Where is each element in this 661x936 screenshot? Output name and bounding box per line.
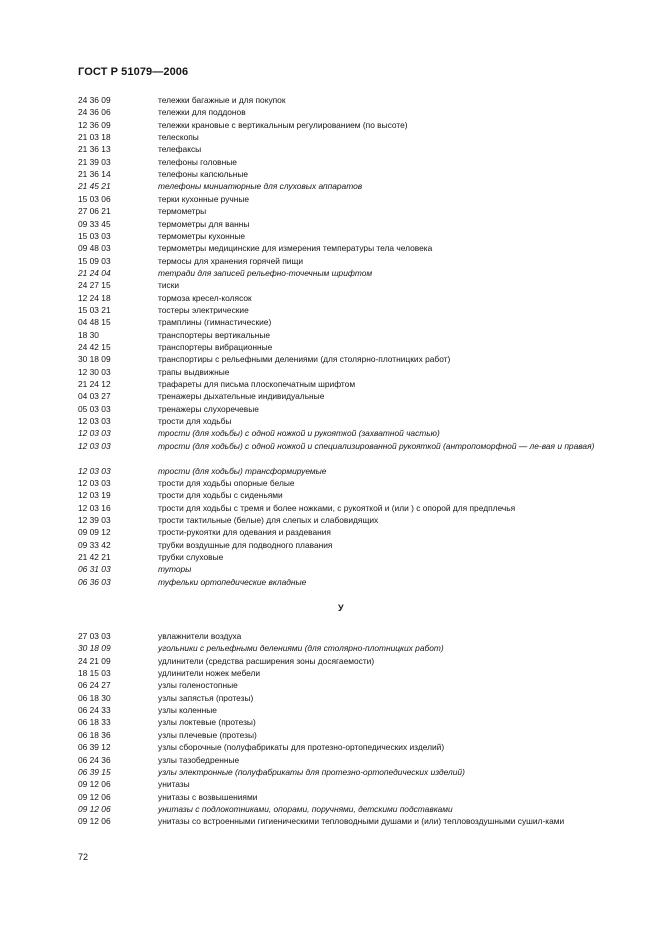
entry-description: узлы плечевые (протезы) — [158, 729, 257, 740]
entry-code: 18 15 03 — [78, 668, 111, 679]
entry-description: тренажеры дыхательные индивидуальные — [158, 391, 325, 402]
entry-code: 21 45 21 — [78, 181, 111, 192]
entry-code: 06 18 33 — [78, 717, 111, 728]
entry-description: туторы — [158, 564, 192, 575]
entry-code: 21 36 14 — [78, 169, 111, 180]
entry-code: 12 03 19 — [78, 490, 111, 501]
entry-code: 09 12 06 — [78, 779, 111, 790]
entry-code: 06 39 15 — [78, 766, 111, 777]
entry-description: термометры кухонные — [158, 230, 246, 241]
entry-description: удлинители (средства расширения зоны досягаемости) — [158, 655, 375, 666]
entry-code: 04 03 27 — [78, 391, 111, 402]
entry-description: трости для ходьбы с тремя и более ножками, с рукояткой и (или ) с опорой для предплечья — [158, 502, 516, 513]
entry-description: тележки для поддонов — [158, 107, 246, 118]
entry-code: 06 18 36 — [78, 729, 111, 740]
entry-description: транспортиры с рельефными делениями (для столярно-плотницких работ) — [158, 354, 451, 365]
entry-code: 24 36 09 — [78, 95, 111, 105]
entry-code: 12 24 18 — [78, 292, 111, 303]
entry-code: 24 42 15 — [78, 342, 111, 352]
entry-description: телефоны миниатюрные для слуховых аппаратов — [158, 181, 363, 192]
entry-description: телескопы — [158, 132, 199, 143]
entry-description: унитазы — [158, 779, 190, 790]
entry-description: тетради для записей рельефно-точечным шрифтом — [158, 267, 373, 278]
entry-code: 15 03 06 — [78, 193, 111, 204]
entry-description: унитазы с подлокотниками, опорами, поручнями, детскими подставками — [158, 803, 453, 814]
entry-code: 06 24 33 — [78, 705, 111, 716]
entry-code: 21 36 13 — [78, 144, 111, 155]
entry-code: 27 03 03 — [78, 631, 111, 641]
entry-description: трамплины (гимнастические) — [158, 317, 272, 328]
entry-code: 15 03 03 — [78, 230, 111, 241]
entry-description: узлы голеностопные — [158, 680, 238, 691]
entry-code: 21 42 21 — [78, 551, 111, 562]
entry-code: 06 36 03 — [78, 576, 111, 587]
entry-description: транспортеры вибрационные — [158, 342, 273, 352]
entry-code: 24 27 15 — [78, 280, 111, 291]
entry-description: трости тактильные (белые) для слепых и слабовидящих — [158, 514, 379, 525]
entry-code: 06 24 27 — [78, 680, 111, 691]
entry-code: 09 48 03 — [78, 243, 111, 254]
entry-description: терки кухонные ручные — [158, 193, 250, 204]
entry-code: 15 09 03 — [78, 255, 111, 266]
entry-description: термометры медицинские для измерения температуры тела человека — [158, 243, 433, 254]
entry-code: 12 03 03 — [78, 440, 111, 451]
entry-code: 06 39 12 — [78, 742, 111, 753]
page-number: 72 — [78, 852, 89, 862]
entry-code: 21 39 03 — [78, 156, 111, 167]
entry-code: 05 03 03 — [78, 403, 111, 414]
entry-description: телефаксы — [158, 144, 202, 155]
entry-description: тренажеры слухоречевые — [158, 403, 259, 414]
entry-code: 12 39 03 — [78, 514, 111, 525]
entry-code: 21 24 04 — [78, 267, 111, 278]
entry-description: телефоны капсюльные — [158, 169, 249, 180]
entry-description: трости для ходьбы опорные белые — [158, 477, 295, 488]
entry-description: трости (для ходьбы) с одной ножкой и специализированной рукояткой (антропоморфной — ле-вая и правая) — [158, 440, 595, 451]
entry-code: 09 33 45 — [78, 218, 111, 229]
entry-code: 21 24 12 — [78, 379, 111, 390]
entry-code: 27 06 21 — [78, 206, 111, 217]
entry-description: узлы локтевые (протезы) — [158, 717, 256, 728]
entry-code: 09 12 06 — [78, 816, 111, 827]
entry-description: трубки слуховые — [158, 551, 224, 562]
entry-description: транспортеры вертикальные — [158, 329, 271, 340]
entry-description: унитазы с возвышениями — [158, 791, 258, 802]
entry-description: тиски — [158, 280, 180, 291]
entry-description: узлы тазобедренные — [158, 754, 240, 765]
entry-description: узлы электронные (полуфабрикаты для протезно-ортопедических изделий) — [158, 766, 465, 777]
entry-code: 12 03 16 — [78, 502, 111, 513]
entry-description: тостеры электрические — [158, 304, 249, 315]
entry-code: 06 31 03 — [78, 564, 111, 575]
document-header: ГОСТ Р 51079—2006 — [78, 66, 189, 78]
entry-description: узлы запястья (протезы) — [158, 692, 254, 703]
entry-code: 06 24 36 — [78, 754, 111, 765]
entry-description: трубки воздушные для подводного плавания — [158, 539, 333, 550]
entry-code: 12 03 03 — [78, 428, 111, 439]
section-letter: У — [338, 603, 344, 613]
entry-description: тележки багажные и для покупок — [158, 95, 286, 105]
entry-code: 21 03 18 — [78, 132, 111, 143]
entry-description: удлинители ножек мебели — [158, 668, 261, 679]
entry-description: угольники с рельефными делениями (для столярно-плотницких работ) — [158, 643, 444, 654]
entry-code: 12 03 03 — [78, 465, 111, 476]
entry-code: 24 21 09 — [78, 655, 111, 666]
entry-code: 18 30 — [78, 329, 99, 340]
entry-description: трости для ходьбы — [158, 416, 232, 427]
entry-code: 12 03 03 — [78, 477, 111, 488]
entry-description: термометры — [158, 206, 207, 217]
entry-description: узлы сборочные (полуфабрикаты для протезно-ортопедических изделий) — [158, 742, 445, 753]
entry-code: 12 30 03 — [78, 366, 111, 377]
entry-description: трости-рукоятки для одевания и раздевания — [158, 527, 331, 538]
entry-code: 12 36 09 — [78, 119, 111, 130]
entry-description: тормоза кресел-колясок — [158, 292, 252, 303]
entry-code: 30 18 09 — [78, 643, 111, 654]
entry-code: 09 12 06 — [78, 791, 111, 802]
entry-code: 04 48 15 — [78, 317, 111, 328]
entry-code: 09 33 42 — [78, 539, 111, 550]
entry-description: трапы выдвижные — [158, 366, 230, 377]
entry-description: термометры для ванны — [158, 218, 250, 229]
entry-description: узлы коленные — [158, 705, 217, 716]
entry-code: 12 03 03 — [78, 416, 111, 427]
entry-description: трафареты для письма плоскопечатным шрифтом — [158, 379, 356, 390]
entry-description: телефоны головные — [158, 156, 237, 167]
entry-code: 24 36 06 — [78, 107, 111, 118]
entry-description: туфельки ортопедические вкладные — [158, 576, 307, 587]
entry-description: тележки крановые с вертикальным регулированием (по высоте) — [158, 119, 408, 130]
entry-code: 30 18 09 — [78, 354, 111, 365]
entry-code: 09 09 12 — [78, 527, 111, 538]
entry-description: термосы для хранения горячей пищи — [158, 255, 304, 266]
entry-description: трости для ходьбы с сиденьями — [158, 490, 283, 501]
entry-description: увлажнители воздуха — [158, 631, 242, 641]
entry-description: унитазы со встроенными гигиеническими тепловодными душами и (или) тепловоздушными сушил-ками — [158, 816, 565, 827]
entry-code: 09 12 06 — [78, 803, 111, 814]
entry-description: трости (для ходьбы) с одной ножкой и рукояткой (захватной частью) — [158, 428, 440, 439]
entry-code: 06 18 30 — [78, 692, 111, 703]
entry-code: 15 03 21 — [78, 304, 111, 315]
entry-description: трости (для ходьбы) трансформируемые — [158, 465, 327, 476]
